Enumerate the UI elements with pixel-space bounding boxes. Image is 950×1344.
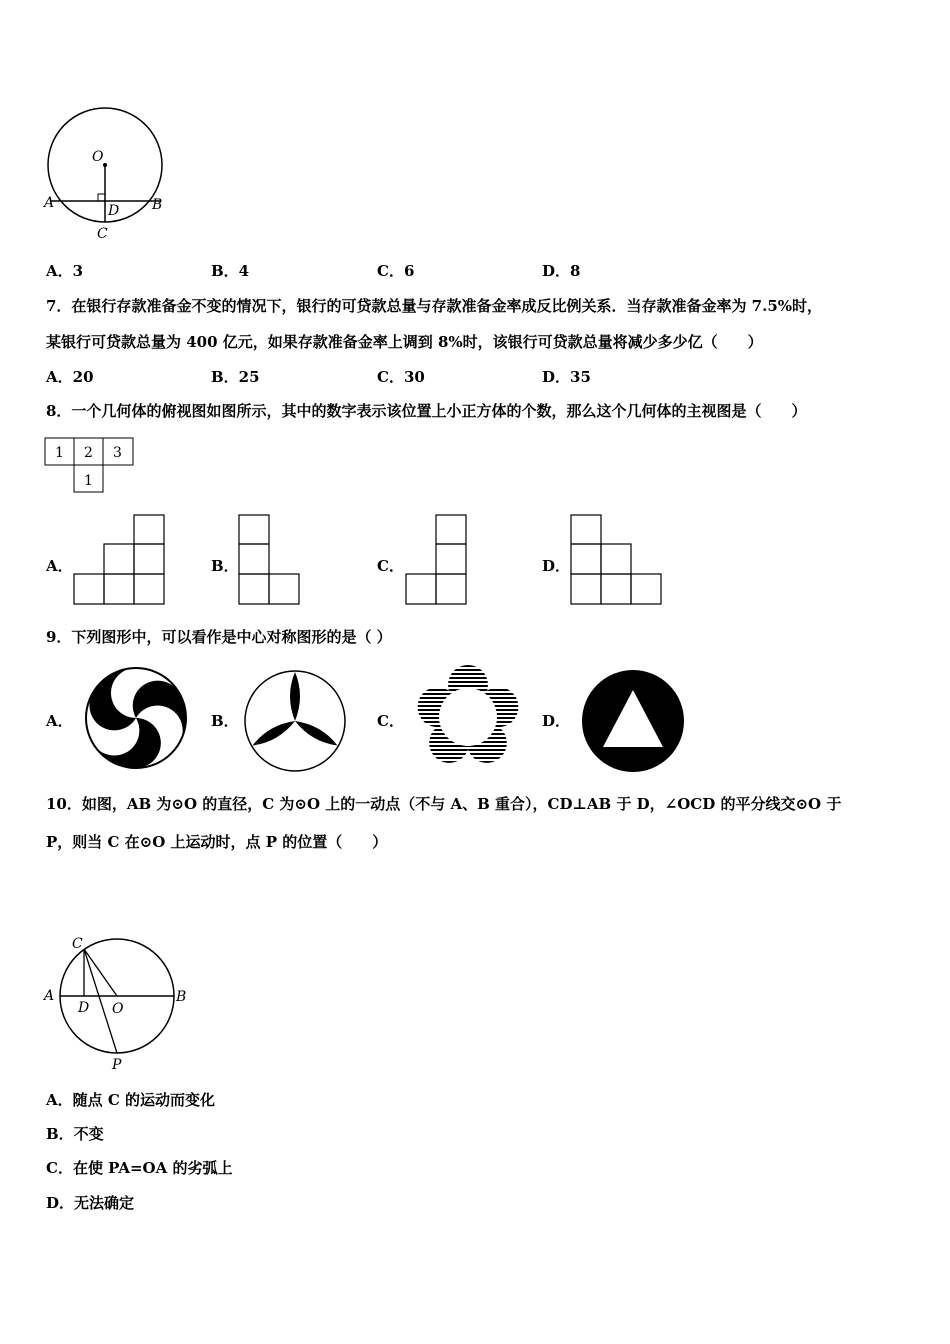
label-d: D <box>108 203 120 219</box>
q10-option-c[interactable]: C．在使 PA=OA 的劣弧上 <box>46 1159 233 1177</box>
q9-option-a-figure[interactable] <box>84 666 188 770</box>
q8-option-d-label[interactable]: D． <box>542 557 571 575</box>
q9-option-c-figure[interactable] <box>413 664 523 770</box>
label-p: P <box>112 1057 122 1073</box>
q8-option-b-label[interactable]: B． <box>211 557 239 575</box>
q6-option-b[interactable]: B．4 <box>211 262 250 280</box>
q6-option-c[interactable]: C．6 <box>377 262 415 280</box>
label-c: C <box>72 936 83 952</box>
grid-cell-3: 3 <box>113 445 122 461</box>
q6-option-a[interactable]: A．3 <box>46 262 84 280</box>
label-c: C <box>97 226 108 242</box>
q8-option-c-figure[interactable] <box>405 514 468 606</box>
center-point <box>103 163 107 167</box>
q6-circle-figure <box>40 105 170 245</box>
label-o: O <box>112 1001 124 1017</box>
q7-option-a[interactable]: A．20 <box>46 368 94 386</box>
grid-cell-2: 2 <box>84 445 93 461</box>
q9-stem: 9．下列图形中，可以看作是中心对称图形的是（ ） <box>46 628 392 646</box>
label-b: B <box>152 197 163 213</box>
label-d: D <box>78 1000 90 1016</box>
q7-stem-line2: 某银行可贷款总量为 400 亿元，如果存款准备金率上调到 8%时，该银行可贷款总量将减少多少亿（ ） <box>46 333 763 351</box>
q8-option-a-figure[interactable] <box>73 514 166 606</box>
label-b: B <box>176 989 187 1005</box>
right-angle-mark <box>98 194 105 201</box>
q9-option-b-figure[interactable] <box>243 669 347 773</box>
q9-option-a-label[interactable]: A． <box>46 712 73 730</box>
label-a: A <box>44 988 55 1004</box>
q8-stem: 8．一个几何体的俯视图如图所示，其中的数字表示该位置上小正方体的个数，那么这个几何体的主视图是（ ） <box>46 402 807 420</box>
q10-option-b[interactable]: B．不变 <box>46 1125 104 1143</box>
q10-circle-figure <box>40 932 195 1077</box>
q10-stem-line2: P，则当 C 在⊙O 上运动时，点 P 的位置（ ） <box>46 833 388 851</box>
grid-cell-1: 1 <box>55 445 64 461</box>
q6-option-d[interactable]: D．8 <box>542 262 581 280</box>
q10-option-d[interactable]: D．无法确定 <box>46 1194 135 1212</box>
label-a: A <box>44 195 55 211</box>
q8-option-c-label[interactable]: C． <box>377 557 404 575</box>
q9-option-d-figure[interactable] <box>580 668 686 774</box>
q9-option-d-label[interactable]: D． <box>542 712 571 730</box>
q8-option-b-figure[interactable] <box>238 514 301 606</box>
segment-co <box>84 949 117 996</box>
q7-stem-line1: 7．在银行存款准备金不变的情况下，银行的可贷款总量与存款准备金率成反比例关系．当存款准备金率为 7.5%时， <box>46 297 823 315</box>
q8-option-d-figure[interactable] <box>570 514 663 606</box>
q7-option-b[interactable]: B．25 <box>211 368 260 386</box>
q9-option-c-label[interactable]: C． <box>377 712 404 730</box>
q7-option-c[interactable]: C．30 <box>377 368 425 386</box>
q8-top-view-grid <box>44 437 136 497</box>
label-o: O <box>92 149 104 165</box>
q10-stem-line1: 10．如图，AB 为⊙O 的直径，C 为⊙O 上的一动点（不与 A、B 重合），CD⊥AB 于 D，∠OCD 的平分线交⊙O 于 <box>46 795 842 813</box>
q7-option-d[interactable]: D．35 <box>542 368 591 386</box>
q8-option-a-label[interactable]: A． <box>46 557 73 575</box>
grid-cell-bottom: 1 <box>84 473 93 489</box>
q10-option-a[interactable]: A．随点 C 的运动而变化 <box>46 1091 216 1109</box>
q9-option-b-label[interactable]: B． <box>211 712 239 730</box>
